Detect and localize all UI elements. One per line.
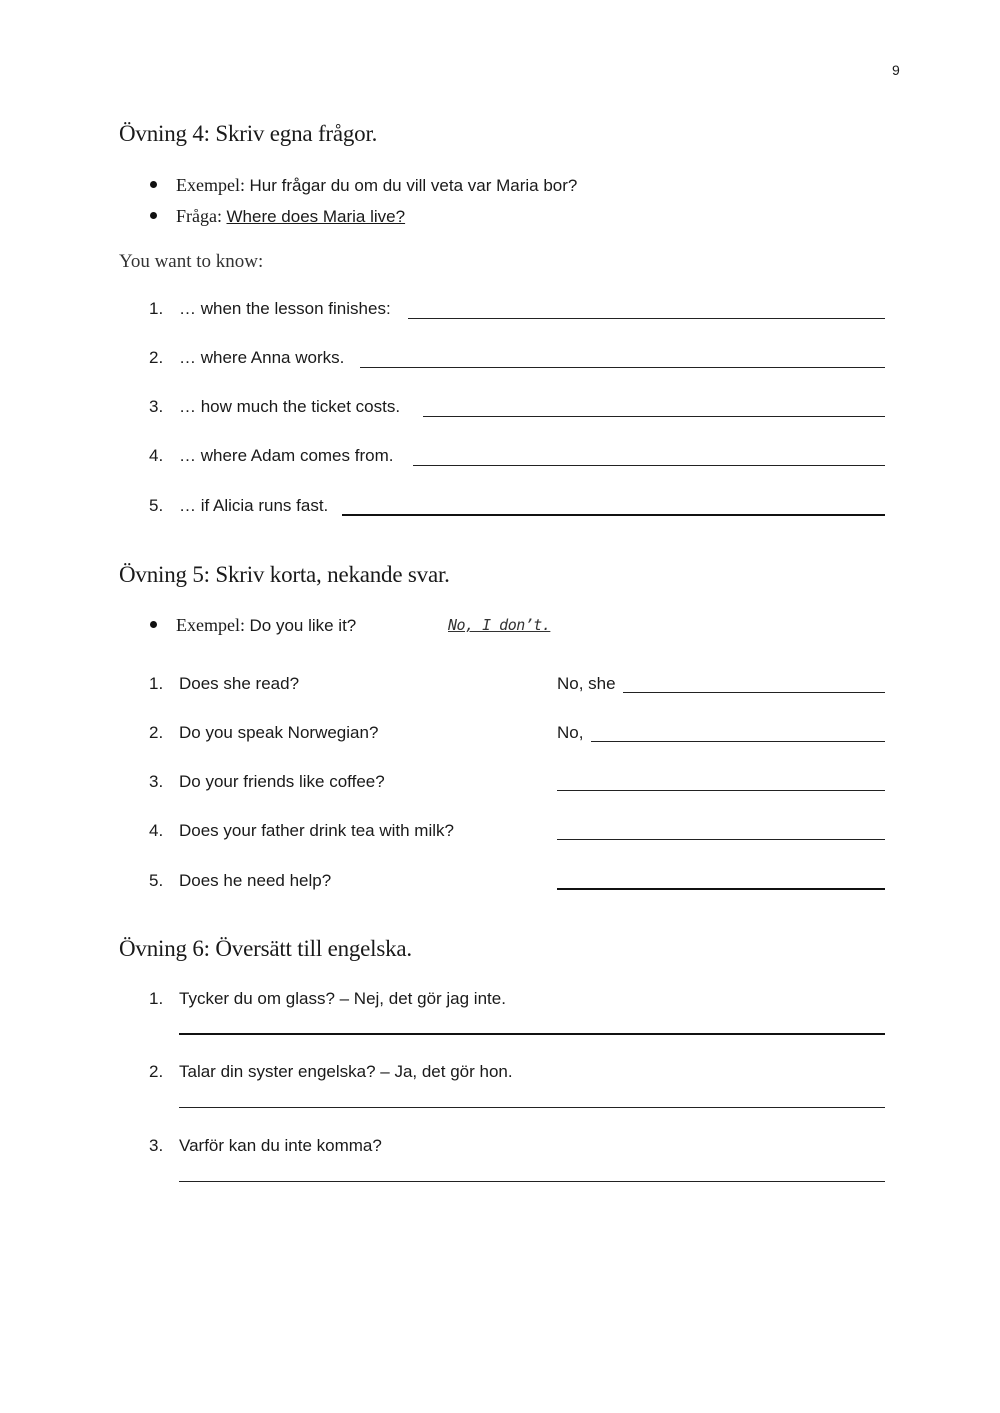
answer-line[interactable] [557,839,885,840]
item-prompt: … where Anna works. [179,348,345,367]
item-prompt: Tycker du om glass? – Nej, det gör jag inte. [179,989,506,1008]
bullet-icon [150,212,157,219]
answer-line[interactable] [179,1033,885,1035]
answer-line[interactable] [413,465,885,466]
example-bullet [150,175,577,196]
item-prompt: … how much the ticket costs. [179,397,401,416]
item-prompt: Do you speak Norwegian? [179,723,379,742]
item-prompt: Does your father drink tea with milk? [179,821,454,840]
question-label: Fråga [176,206,217,226]
example-text: Do you like it? [249,616,357,635]
answer-line[interactable] [423,416,885,417]
answer-line[interactable] [360,367,885,368]
answer-line[interactable] [179,1107,885,1108]
bullet-icon [150,181,157,188]
item-prompt: Varför kan du inte komma? [179,1136,382,1155]
example-bullet [150,615,356,636]
question-bullet [150,206,405,227]
item-prompt: Talar din syster engelska? – Ja, det gör hon. [179,1062,513,1081]
item-prompt: … if Alicia runs fast. [179,496,329,515]
item-prompt: Does she read? [179,674,300,693]
item-number: 5. [149,496,164,515]
item-prompt: … where Adam comes from. [179,446,394,465]
item-number: 2. [149,1062,164,1081]
item-number: 3. [149,1136,164,1155]
intro-text: You want to know: [119,251,264,272]
answer-line[interactable] [557,790,885,791]
item-number: 3. [149,397,164,416]
item-number: 1. [149,674,164,693]
question-colon: : [216,206,222,226]
item-number: 1. [149,299,164,318]
bullet-icon [150,621,157,628]
item-number: 2. [149,348,164,367]
page-number: 9 [892,62,900,78]
item-number: 3. [149,772,164,791]
item-number: 4. [149,821,164,840]
question-text: Where does Maria live? [226,207,406,226]
example-answer: No, I don’t. [448,616,551,634]
example-label: Exempel: [176,175,245,195]
answer-line[interactable] [557,888,885,890]
example-label: Exempel: [176,615,245,635]
item-number: 2. [149,723,164,742]
answer-prefix: No, [557,723,584,742]
item-number: 4. [149,446,164,465]
answer-line[interactable] [179,1181,885,1182]
item-prompt: Do your friends like coffee? [179,772,385,791]
answer-prefix: No, she [557,674,616,693]
item-prompt: … when the lesson finishes: [179,299,391,318]
answer-line[interactable] [623,692,885,693]
exercise-6-title: Övning 6: Översätt till engelska. [119,936,412,961]
answer-line[interactable] [591,741,885,742]
example-text: Hur frågar du om du vill veta var Maria bor? [249,176,578,195]
item-number: 5. [149,871,164,890]
exercise-4-title: Övning 4: Skriv egna frågor. [119,121,378,146]
answer-line[interactable] [408,318,885,319]
item-prompt: Does he need help? [179,871,332,890]
exercise-5-title: Övning 5: Skriv korta, nekande svar. [119,562,450,587]
answer-line[interactable] [342,514,885,516]
item-number: 1. [149,989,164,1008]
